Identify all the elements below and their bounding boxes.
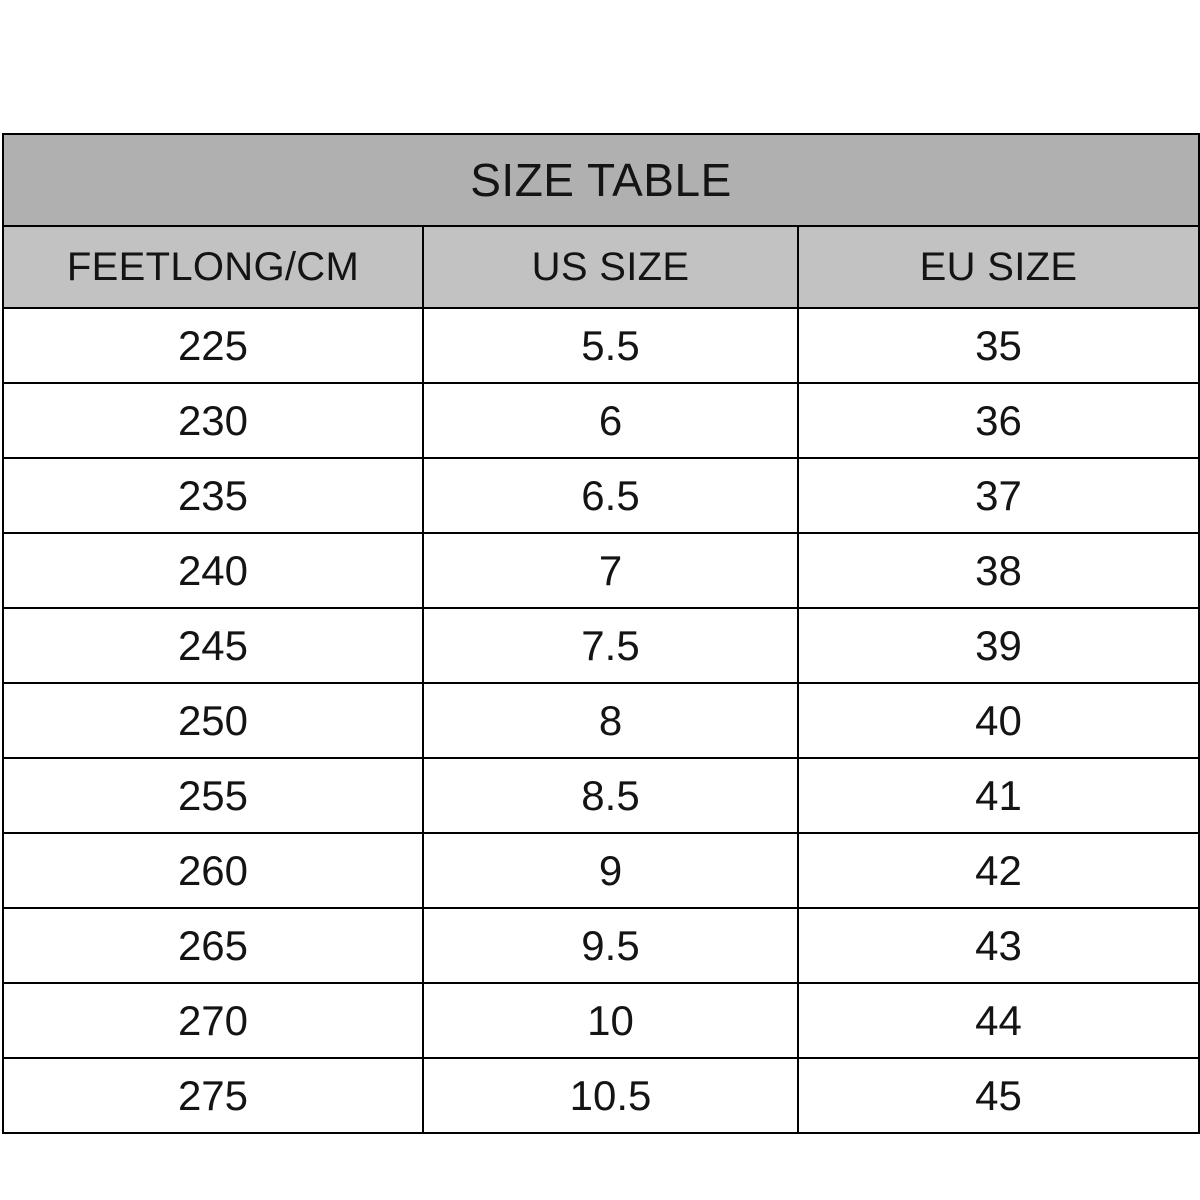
cell-eu-size: 37 <box>798 458 1199 533</box>
table-header-row <box>3 226 1199 308</box>
table-row <box>3 383 1199 458</box>
table-row <box>3 908 1199 983</box>
table-row <box>3 833 1199 908</box>
cell-us-size: 10.5 <box>423 1058 798 1133</box>
cell-eu-size: 39 <box>798 608 1199 683</box>
cell-us-size: 10 <box>423 983 798 1058</box>
cell-us-size: 8 <box>423 683 798 758</box>
cell-eu-size: 38 <box>798 533 1199 608</box>
size-table-container <box>2 133 1198 1134</box>
cell-us-size: 6.5 <box>423 458 798 533</box>
cell-eu-size: 36 <box>798 383 1199 458</box>
cell-eu-size: 40 <box>798 683 1199 758</box>
cell-feetlong: 240 <box>3 533 423 608</box>
table-title: SIZE TABLE <box>3 134 1199 226</box>
cell-eu-size: 45 <box>798 1058 1199 1133</box>
cell-eu-size: 42 <box>798 833 1199 908</box>
cell-feetlong: 270 <box>3 983 423 1058</box>
cell-eu-size: 41 <box>798 758 1199 833</box>
table-row <box>3 758 1199 833</box>
cell-us-size: 7 <box>423 533 798 608</box>
cell-us-size: 6 <box>423 383 798 458</box>
table-title-row <box>3 134 1199 226</box>
cell-feetlong: 265 <box>3 908 423 983</box>
column-header-us-size: US SIZE <box>423 226 798 308</box>
size-table <box>2 133 1200 1134</box>
cell-us-size: 7.5 <box>423 608 798 683</box>
cell-feetlong: 245 <box>3 608 423 683</box>
cell-us-size: 5.5 <box>423 308 798 383</box>
size-table-body <box>3 134 1199 1133</box>
column-header-feetlong: FEETLONG/CM <box>3 226 423 308</box>
cell-eu-size: 43 <box>798 908 1199 983</box>
table-row <box>3 608 1199 683</box>
table-row <box>3 1058 1199 1133</box>
table-row <box>3 458 1199 533</box>
column-header-eu-size: EU SIZE <box>798 226 1199 308</box>
cell-feetlong: 255 <box>3 758 423 833</box>
cell-feetlong: 275 <box>3 1058 423 1133</box>
cell-feetlong: 235 <box>3 458 423 533</box>
table-row <box>3 983 1199 1058</box>
cell-eu-size: 35 <box>798 308 1199 383</box>
cell-us-size: 9 <box>423 833 798 908</box>
cell-feetlong: 225 <box>3 308 423 383</box>
table-row <box>3 683 1199 758</box>
cell-feetlong: 260 <box>3 833 423 908</box>
cell-eu-size: 44 <box>798 983 1199 1058</box>
table-row <box>3 308 1199 383</box>
cell-feetlong: 250 <box>3 683 423 758</box>
table-row <box>3 533 1199 608</box>
cell-feetlong: 230 <box>3 383 423 458</box>
cell-us-size: 9.5 <box>423 908 798 983</box>
cell-us-size: 8.5 <box>423 758 798 833</box>
